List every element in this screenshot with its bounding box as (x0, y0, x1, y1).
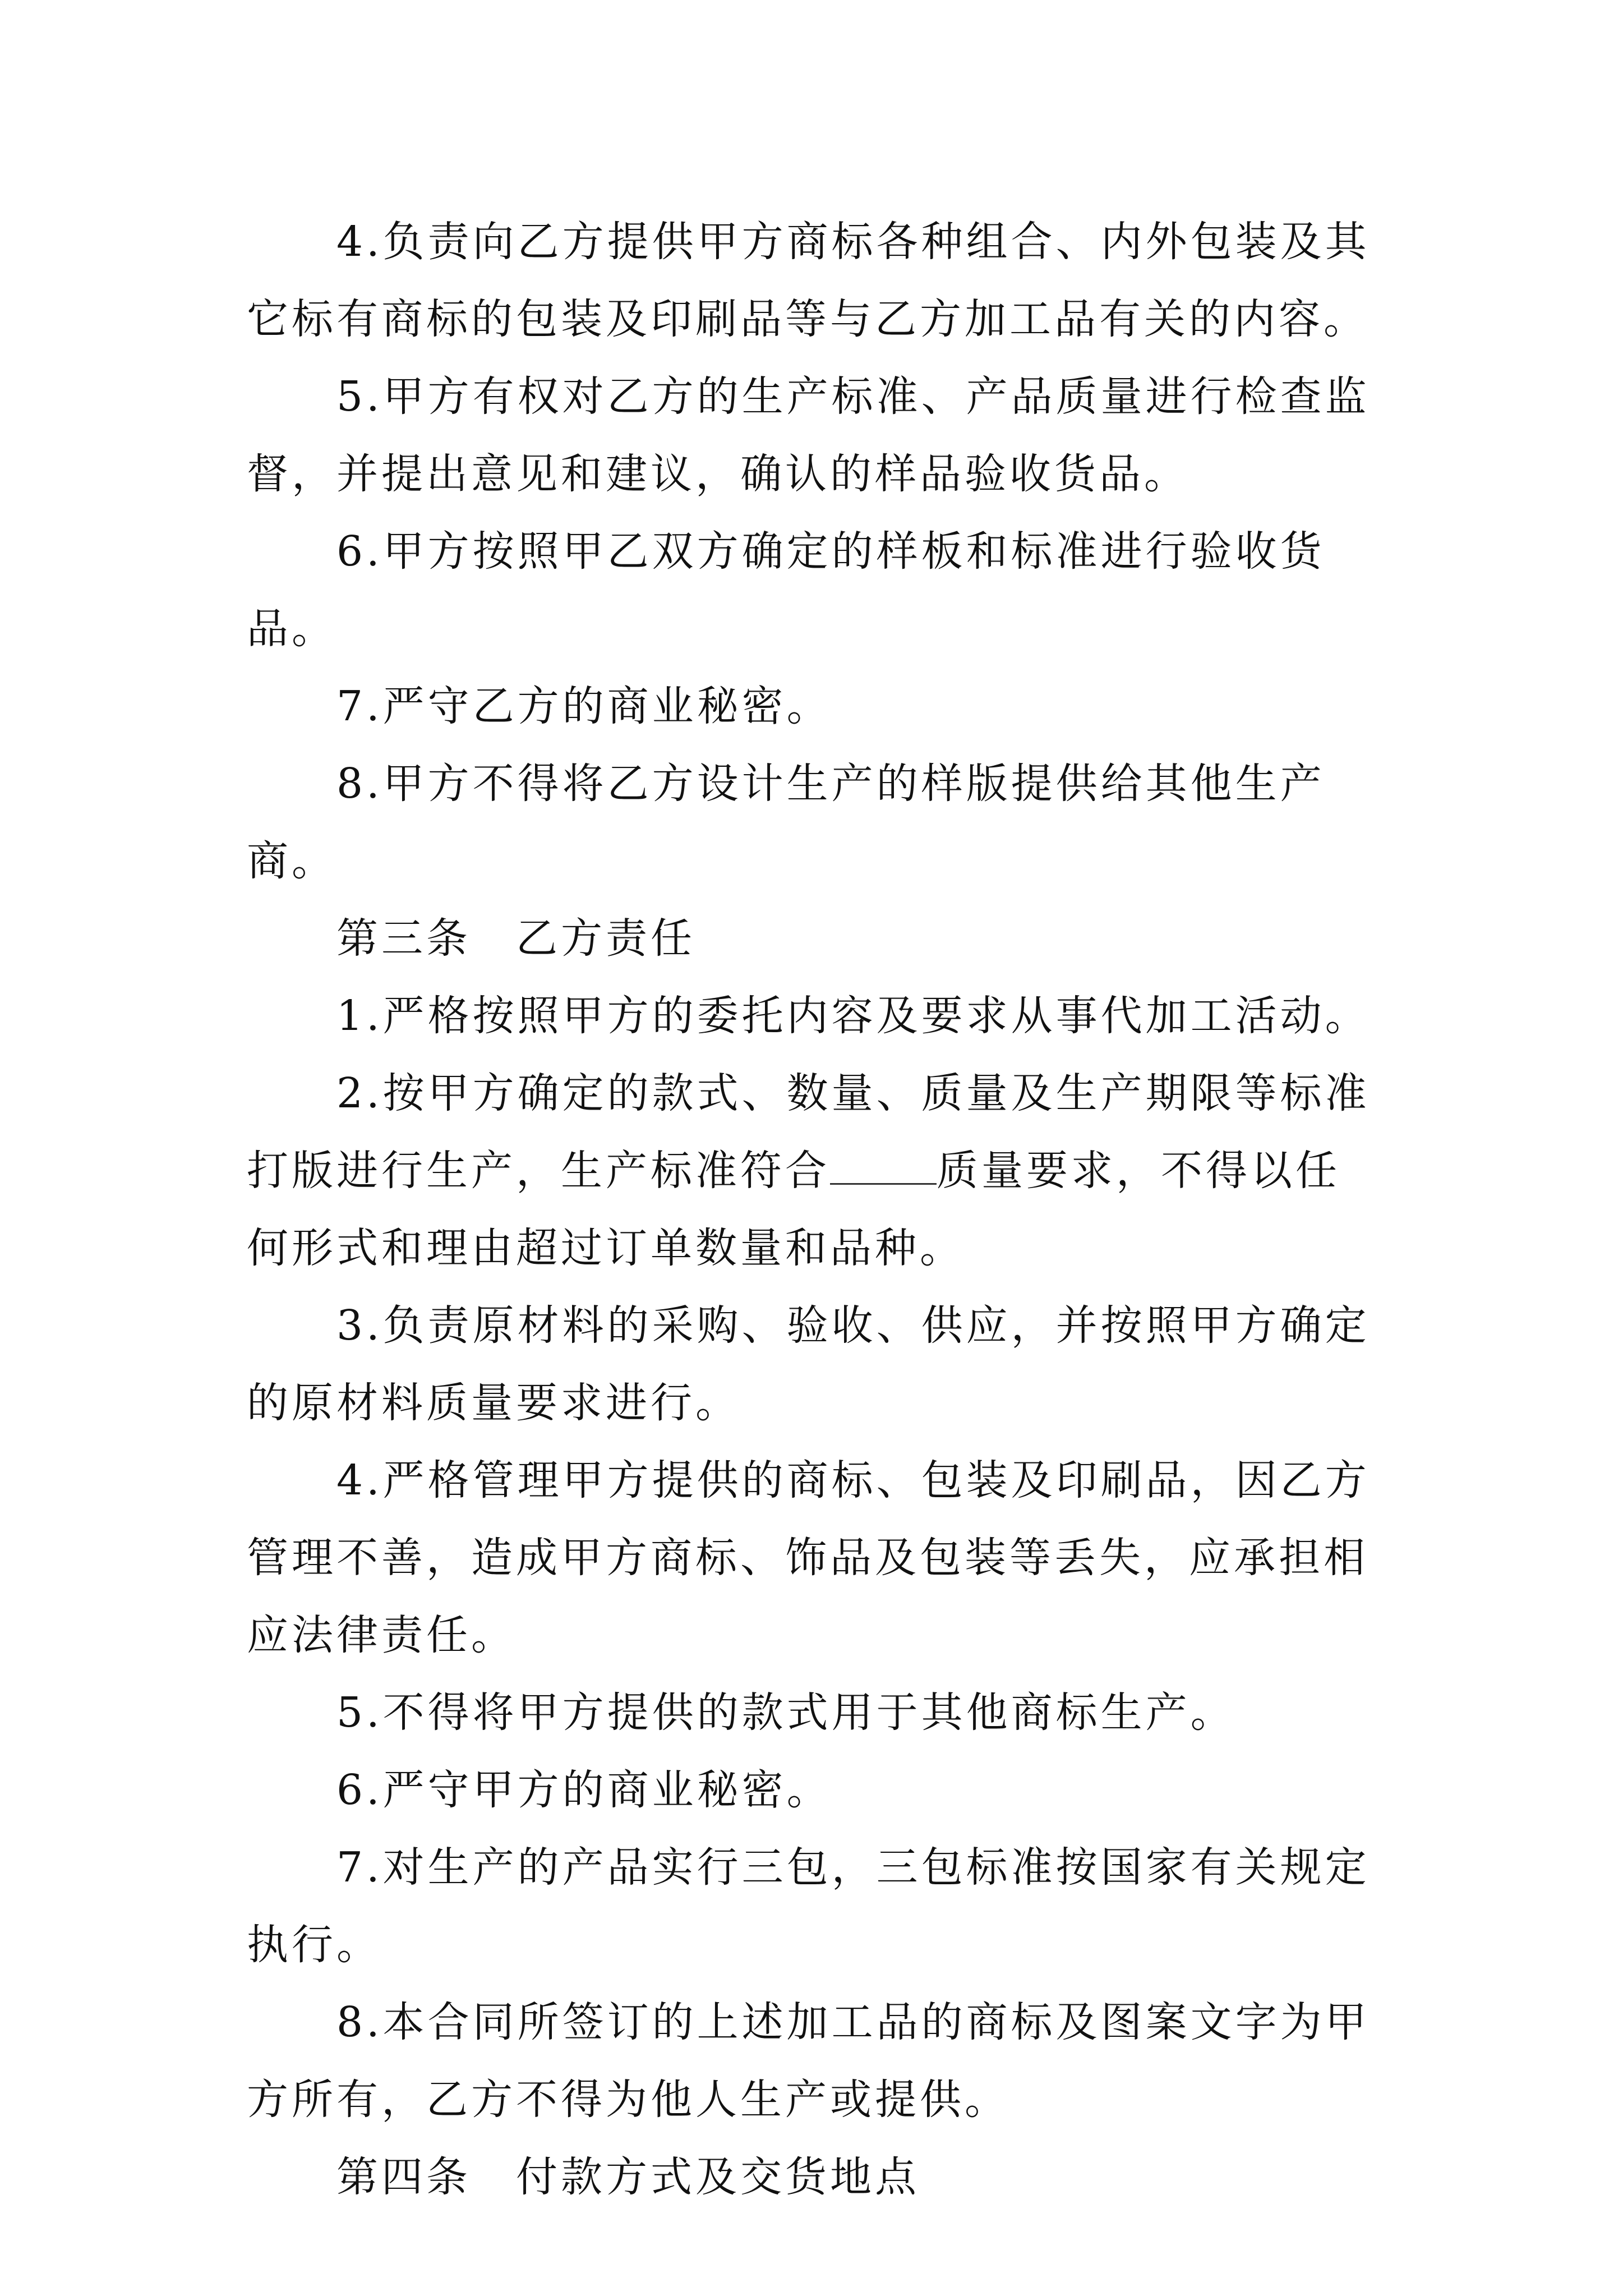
section-heading-article-4: 第四条 付款方式及交货地点 (336, 2153, 920, 2201)
clause-item-b2-after: 质量要求，不得以任何形式和理由超过订单数量和品种。 (247, 1147, 1340, 1272)
clause-item-a7: 7.严守乙方的商业秘密。 (336, 682, 832, 730)
clause-item-a5: 5.甲方有权对乙方的生产标准、产品质量进行检查监督，并提出意见和建议，确认的样品验收货品。 (247, 372, 1370, 498)
clause-item-b5: 5.不得将甲方提供的款式用于其他商标生产。 (336, 1688, 1235, 1737)
clause-item-a6: 6.甲方按照甲乙双方确定的样板和标准进行验收货品。 (247, 527, 1325, 653)
clause-item-b7: 7.对生产的产品实行三包，三包标准按国家有关规定执行。 (247, 1843, 1370, 1969)
document-body (247, 203, 1380, 2216)
section-heading-article-3: 第三条 乙方责任 (336, 914, 695, 963)
fill-in-blank[interactable] (830, 1147, 937, 1185)
clause-item-b3: 3.负责原材料的采购、验收、供应，并按照甲方确定的原材料质量要求进行。 (247, 1301, 1370, 1427)
clause-item-b6: 6.严守甲方的商业秘密。 (336, 1766, 832, 1814)
clause-item-b1: 1.严格按照甲方的委托内容及要求从事代加工活动。 (336, 992, 1370, 1040)
clause-item-b4: 4.严格管理甲方提供的商标、包装及印刷品，因乙方管理不善，造成甲方商标、饰品及包装等丢失，应承担相应法律责任。 (247, 1456, 1370, 1659)
clause-item-b2-before: 2.按甲方确定的款式、数量、质量及生产期限等标准打版进行生产，生产标准符合 (247, 1069, 1370, 1195)
clause-item-a8: 8.甲方不得将乙方设计生产的样版提供给其他生产商。 (247, 760, 1325, 885)
clause-item-b8: 8.本合同所签订的上述加工品的商标及图案文字为甲方所有，乙方不得为他人生产或提供。 (247, 1998, 1370, 2124)
clause-item-b2 (247, 1055, 1380, 1287)
clause-item-a4: 4.负责向乙方提供甲方商标各种组合、内外包装及其它标有商标的包装及印刷品等与乙方加工品有关的内容。 (247, 218, 1370, 343)
